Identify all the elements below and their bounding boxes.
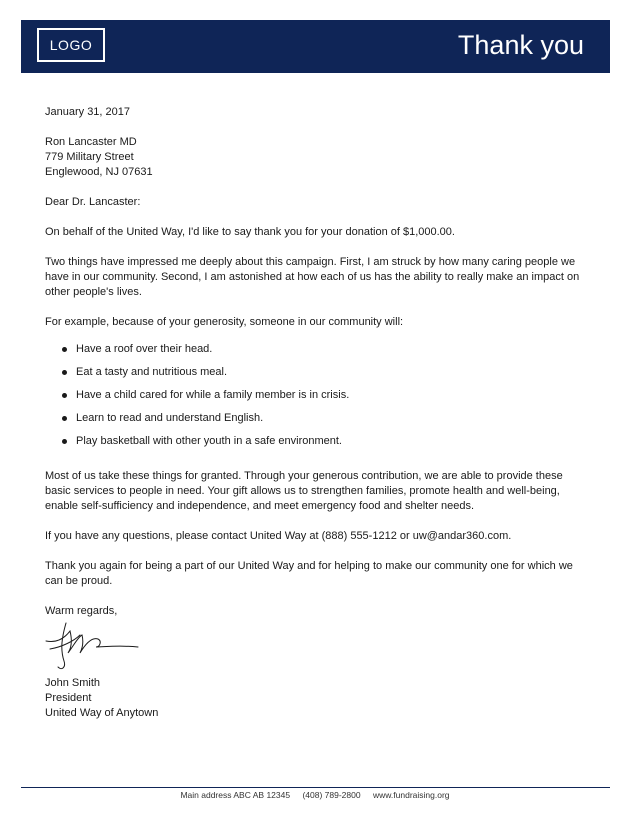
bullet-icon <box>62 439 67 444</box>
bullet-icon <box>62 370 67 375</box>
list-item: Eat a tasty and nutritious meal. <box>45 365 585 388</box>
paragraph-example: For example, because of your generosity, someone in our community will: <box>45 316 404 328</box>
recipient-name: Ron Lancaster MD <box>45 136 137 148</box>
bullet-icon <box>62 416 67 421</box>
list-item: Have a roof over their head. <box>45 342 585 365</box>
footer-address: Main address ABC AB 12345 <box>180 790 291 800</box>
signature-image <box>42 617 142 673</box>
footer-phone: (408) 789-2800 <box>302 790 361 800</box>
bullet-icon <box>62 347 67 352</box>
header-title: Thank you <box>457 30 584 60</box>
paragraph-impressed: Two things have impressed me deeply about this campaign. First, I am struck by how many caring people we have in our community. Second, I am astonished at how each of us has the ability to really make an impact on other people's lives. <box>45 256 580 298</box>
signer-organization: United Way of Anytown <box>45 707 159 719</box>
footer <box>0 790 630 800</box>
impact-list <box>45 342 585 457</box>
footer-website[interactable]: www.fundraising.org <box>372 790 450 800</box>
list-item: Have a child cared for while a family member is in crisis. <box>45 388 585 411</box>
logo: LOGO <box>37 28 105 62</box>
signer-name: John Smith <box>45 677 101 689</box>
paragraph-granted: Most of us take these things for granted. Through your generous contribution, we are able to provide these basic services to people in need. Your gift allows us to strengthen families, promote health and well-being, enable self-sufficiency and independence, and meet emergency food and shelter needs. <box>45 470 563 512</box>
paragraph-closing: Thank you again for being a part of our United Way and for helping to make our community one for which we can be proud. <box>45 560 573 587</box>
closing: Warm regards, <box>45 605 118 617</box>
paragraph-thanks: On behalf of the United Way, I'd like to say thank you for your donation of $1,000.00. <box>45 226 455 238</box>
recipient-city: Englewood, NJ 07631 <box>45 166 153 178</box>
letterhead-banner <box>21 20 610 73</box>
footer-divider <box>21 787 610 788</box>
signer-block <box>45 676 158 721</box>
recipient-address <box>45 135 585 180</box>
letter-date: January 31, 2017 <box>45 106 131 118</box>
bullet-icon <box>62 393 67 398</box>
signer-title: President <box>45 692 92 704</box>
paragraph-contact: If you have any questions, please contact United Way at (888) 555-1212 or uw@andar360.com. <box>45 530 512 542</box>
recipient-street: 779 Military Street <box>45 151 134 163</box>
list-item: Play basketball with other youth in a safe environment. <box>45 434 585 457</box>
salutation: Dear Dr. Lancaster: <box>45 196 141 208</box>
list-item: Learn to read and understand English. <box>45 411 585 434</box>
letter-body <box>45 105 585 619</box>
